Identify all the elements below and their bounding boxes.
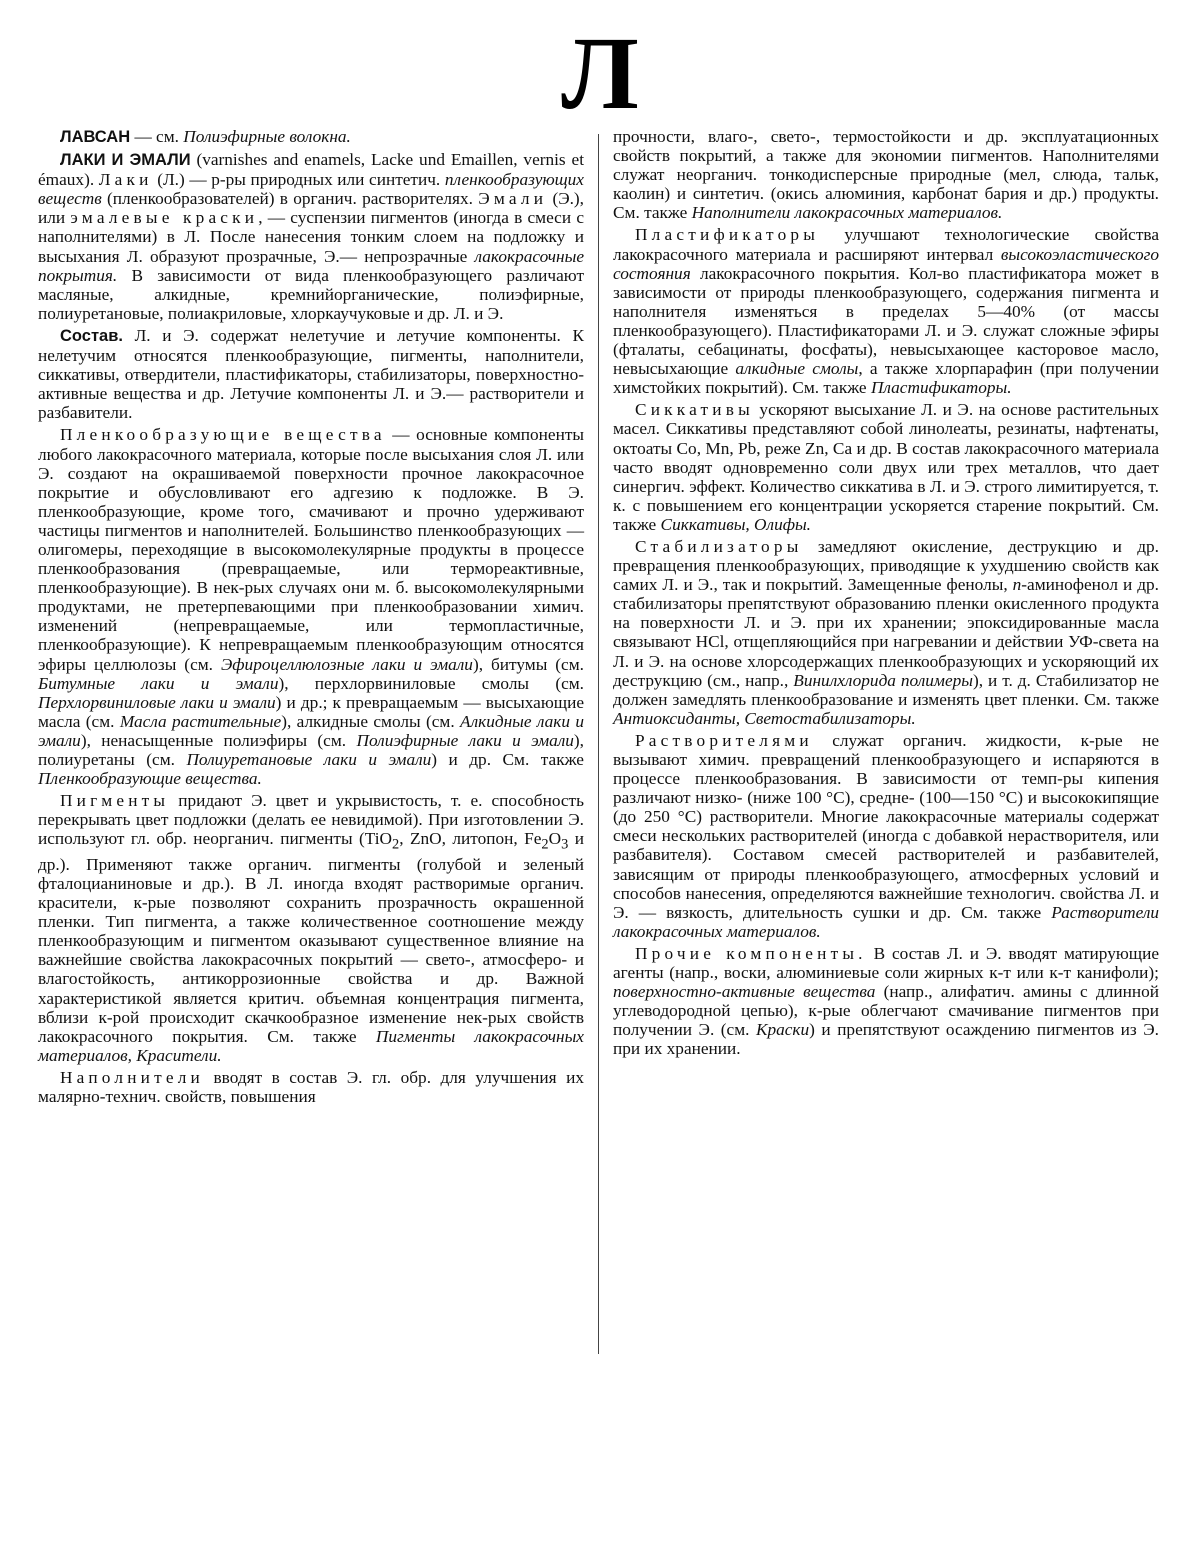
paragraph-text: и др.). Применяют также органич. пигменты (голубой и зеленый фталоцианиновые и др.). В Л. иногда входят растворимые органич. красители, к-рые позволяют сохранить прозрачность окрашенной пленки. Тип пигмента, а также количественное соотношение между пленкообразующим и пигментом оказывают существенное влияние на важнейшие свойства лакокрасочных покрытий — свето-, атмосферо- и влагостойкость, антикоррозионные свойства и др. Важной характеристикой является критич. объемная концентрация пигмента, вблизи к-рой происходит скачкообразное изменение нек-рых свойств лакокрасочного покрытия. См. также — [38, 829, 584, 1046]
spaced-term: эмалевые краски — [70, 208, 259, 228]
spaced-term: Сиккативы — [635, 400, 754, 420]
section-letter: Л — [561, 16, 639, 131]
paragraph-text: (напр., алифатич. амины с длинной углеводородной цепью), к-рые облегчают смачивание пигментов при получении Э. (см. — [613, 982, 1159, 1040]
entry-text: (varnishes and enamels, Lacke und Emaillen, vernis et émaux). — [38, 150, 584, 190]
spaced-term: Пленкообразующие вещества — [60, 425, 386, 445]
cross-reference: Антиоксиданты, Светостабилизаторы. — [613, 708, 916, 728]
italic-symbol: n — [1012, 575, 1022, 595]
right-column — [613, 127, 1159, 1059]
column-divider — [598, 134, 599, 1354]
cross-reference: Пластификаторы. — [870, 378, 1012, 398]
entry-text: (Л.) — р-ры природных или синтетич. — [152, 170, 445, 190]
cross-reference: Алкидные лаки и эмали — [38, 711, 584, 750]
subheading-sostav: Состав. — [60, 326, 123, 345]
subscript: 3 — [561, 836, 569, 853]
entry-laki-i-emali — [38, 150, 584, 323]
cross-reference: Перхлорвиниловые лаки и эмали — [38, 692, 276, 712]
paragraph-sostav — [38, 326, 584, 422]
paragraph-text: ) и др.; к превращаемым — высыхающие масла (см. — [38, 692, 584, 731]
paragraph-sikkativy — [613, 400, 1159, 534]
paragraph-text: ), битумы (см. — [472, 654, 584, 674]
entry-text: (Э.), или — [38, 189, 584, 228]
cross-reference: Битумные лаки и эмали — [38, 673, 279, 693]
spaced-term: Растворителями — [635, 730, 813, 750]
paragraph-text: прочности, влаго-, свето-, термостойкости и др. эксплуатационных свойств покрытий, а также для экономии пигментов. Наполнителями служат неорганич. тонкодисперсные природные (мел, слюда, тальк, каолин) и синтетич. (окись алюминия, карбонат бария и др.) продукты. См. также — [613, 127, 1159, 223]
paragraph-text: , а также хлорпарафин (при получении химстойких покрытий). См. также — [613, 359, 1159, 398]
cross-reference: Полиэфирные волокна. — [183, 127, 351, 146]
cross-reference: Пленкообразующие вещества. — [38, 769, 262, 789]
cross-reference: Растворители лакокрасочных материалов. — [613, 902, 1159, 941]
paragraph-pigmenty — [38, 791, 584, 1065]
cross-reference: Винилхлорида полимеры — [793, 670, 973, 690]
spaced-term: Пигменты — [60, 791, 170, 811]
paragraph-text: , ZnO, литопон, Fe — [399, 829, 542, 849]
paragraph-plastifikatory — [613, 225, 1159, 397]
paragraph-napolniteli — [38, 1068, 584, 1106]
paragraph-text: лакокрасочного покрытия. Кол-во пластификатора может в зависимости от природы пленкообразующего, содержания пигмента и наполнителя изменяться в пределах 5—40% (от массы пленкообразующего). Пластификаторами Л. и Э. служат сложные эфиры (фталаты, себацинаты, фосфаты), невысыхающее касторовое масло, невысыхающие — [613, 263, 1159, 379]
cross-reference: Полиуретановые лаки и эмали — [186, 750, 432, 769]
paragraph-text: замедляют окисление, деструкцию и др. превращения пленкообразующих, приводящие к ухудшению свойств как самих Л. и Э., так и покрытий. Замещенные фенолы, — [613, 536, 1159, 595]
cross-reference: высокоэластического состояния — [613, 244, 1159, 283]
cross-reference: Масла растительные — [119, 711, 282, 731]
paragraph-text: ), алкидные смолы (см. — [281, 711, 461, 731]
cross-reference: Краски — [756, 1020, 810, 1040]
headword-lavsan: ЛАВСАН — [60, 128, 131, 146]
paragraph-text: — основные компоненты любого лакокрасочного материала, которые после высыхания слоя Л. или Э. создают на окрашиваемой поверхности прочное лакокрасочное покрытие и обусловливают его адгезию к подложке. В Э. пленкообразующие, кроме того, смачивают и прочно удерживают частицы пигментов и наполнителей. Большинство пленкообразующих — олигомеры, переходящие в высокомолекулярные продукты в процессе пленкообразования (превращаемые, или термореактивные, пленкообразующие). В нек-рых случаях они м. б. высокомолекулярными продуктами, не претерпевающими при пленкообразовании химич. изменений (непревращаемые, или термопластичные, пленкообразующие). К непревращаемым пленкообразующим относятся эфиры целлюлозы (см. — [38, 425, 584, 674]
paragraph-text: ), ненасыщенные полиэфиры (см. — [80, 730, 357, 750]
entry-text: — см. — [130, 127, 184, 146]
cross-reference: алкидные смолы — [735, 359, 859, 379]
paragraph-text: ) и др. См. также — [431, 750, 584, 769]
entry-text: В зависимости от вида пленкообразующего различают масляные, алкидные, кремнийорганические, полиэфирные, полиуретановые, полиакриловые, хлоркаучуковые и др. Л. и Э. — [38, 265, 584, 323]
spaced-term: Лаки — [98, 170, 153, 190]
paragraph-text: -аминофенол и др. стабилизаторы препятствуют образованию пленки окисленного продукта на поверхности Л. и Э. при их хранении; эпоксидированные масла связывают HCl, отщепляющийся при нагревании и действии УФ-света на Л. и Э. на основе хлорсодержащих пленкообразующих и ускоряющий их деструкцию (см., напр., — [613, 575, 1159, 690]
entry-text: , — суспензии пигментов (иногда в смеси с наполнителями) в Л. После нанесения тонким слоем на подложку и высыхания Л. образуют прозрачные, Э.— непрозрачные — [38, 208, 584, 266]
left-column — [38, 127, 584, 1106]
cross-reference: поверхностно-активные вещества — [613, 982, 876, 1002]
cross-reference: Полиэфирные лаки и эмали — [356, 730, 574, 750]
subscript: 2 — [392, 836, 400, 853]
paragraph-text: ускоряют высыхание Л. и Э. на основе растительных масел. Сиккативы представляют собой линолеаты, резинаты, нафтенаты, октоаты Co, Mn, Pb, реже Zn, Ca и др. В состав лакокрасочного материала часто вводят одновременно соли двух или трех металлов, что дает синергич. эффект. Количество сиккатива в Л. и Э. строго лимитируется, т. к. с повышением его концентрации ускоряется старение покрытий. См. также — [613, 400, 1159, 534]
paragraph-text: ), перхлорвиниловые смолы (см. — [278, 673, 584, 693]
paragraph-text: Л. и Э. содержат нелетучие и летучие компоненты. К нелетучим относятся пленкообразующие, пигменты, наполнители, сиккативы, отвердители, пластификаторы, стабилизаторы, поверхностно-активные вещества и др. Летучие компоненты Л. и Э.— растворители и разбавители. — [38, 325, 584, 423]
entry-text: (пленкообразователей) в органич. растворителях. — [101, 189, 479, 209]
spaced-term: Наполнители — [60, 1067, 204, 1087]
paragraph-text: придают Э. цвет и укрывистость, т. е. способность перекрывать цвет подложки (делать ее невидимой). При изготовлении Э. используют гл. обр. неорганич. пигменты (TiO — [38, 791, 584, 849]
paragraph-text: В состав Л. и Э. вводят матирующие агенты (напр., воски, алюминиевые соли жирных к-т или к-т канифоли); — [613, 943, 1159, 983]
paragraph-text: ), полиуретаны (см. — [38, 730, 584, 769]
spaced-term: Стабилизаторы — [635, 536, 803, 556]
cross-reference: Пигменты лакокрасочных материалов, Красители. — [38, 1026, 584, 1065]
spaced-term: Прочие компоненты. — [635, 943, 867, 963]
paragraph-prochie-komponenty — [613, 944, 1159, 1059]
paragraph-text: ), и т. д. Стабилизатор не должен замедлять пленкообразование и изменять цвет пленки. См. также — [613, 670, 1159, 709]
cross-reference: Сиккативы, Олифы. — [660, 514, 812, 534]
cross-reference: лакокрасочные покрытия. — [38, 246, 584, 285]
paragraph-stabilizatory — [613, 537, 1159, 728]
paragraph-text: вводят в состав Э. гл. обр. для улучшения их малярно-технич. свойств, повышения — [38, 1067, 584, 1107]
cross-reference: Эфироцеллюлозные лаки и эмали — [220, 654, 473, 674]
cross-reference: Наполнители лакокрасочных материалов. — [691, 203, 1003, 223]
entry-lavsan — [38, 127, 584, 147]
paragraph-text: O — [548, 829, 562, 849]
spaced-term: Пластификаторы — [635, 225, 820, 245]
paragraph-rastvoriteli — [613, 731, 1159, 941]
paragraph-text: ) и препятствуют осаждению пигментов из Э. при их хранении. — [613, 1020, 1160, 1059]
spaced-term: Эмали — [478, 189, 548, 209]
paragraph-napolniteli-continued — [613, 127, 1159, 222]
paragraph-text: служат органич. жидкости, к-рые не вызывают химич. превращений пленкообразующего и испаряются в процессе пленкообразования. В зависимости от темп-ры кипения различают низко- (ниже 100 °С), средне- (100—150 °С) и высококипящие (до 250 °С) растворители. Многие лакокрасочные материалы содержат смеси нескольких растворителей (иногда с добавкой нерастворителя, или разбавителя). Составом смесей растворителей и разбавителей, зависящим от природы пленкообразующего, атмосферных условий и способов нанесения, определяются важнейшие технологич. свойства Л. и Э. — вязкость, длительность сушки и др. См. также — [613, 730, 1159, 922]
paragraph-plenkoobrazuyushchie — [38, 425, 584, 788]
cross-reference: пленкообразующих веществ — [38, 170, 584, 209]
headword-laki-i-emali: ЛАКИ И ЭМАЛИ — [60, 151, 191, 170]
paragraph-text: улучшают технологические свойства лакокрасочного материала и расширяют интервал — [613, 225, 1159, 264]
subscript: 2 — [541, 836, 549, 853]
